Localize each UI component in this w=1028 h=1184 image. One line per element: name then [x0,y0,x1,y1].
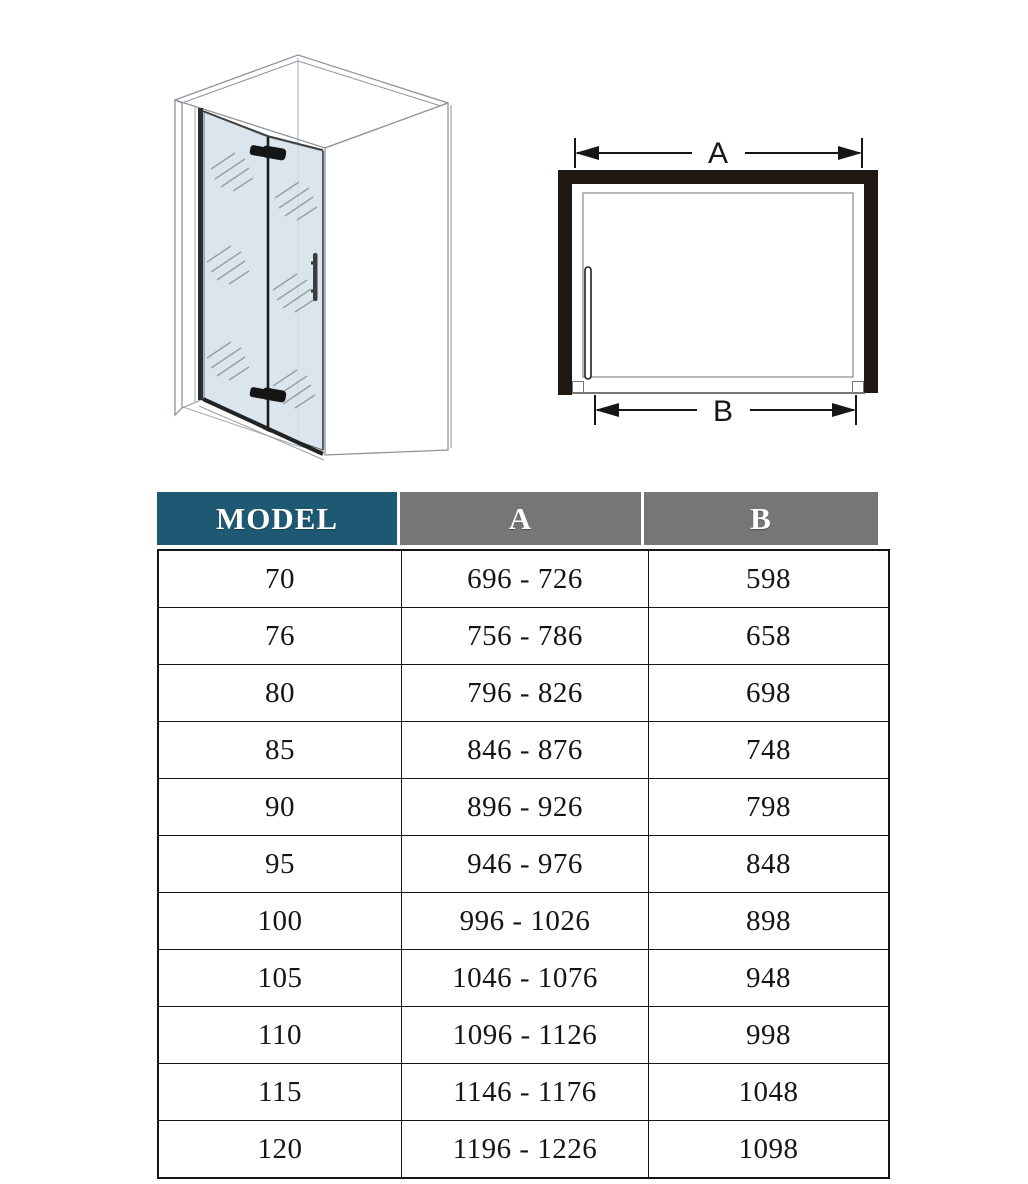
handle-plan-icon [585,267,591,379]
b-cell: 658 [649,608,890,665]
table-row [158,1121,889,1179]
table-row [158,722,889,779]
spec-table-body [158,550,889,1178]
glass-outline [583,193,853,377]
model-cell: 95 [158,836,402,893]
a-cell: 1096 - 1126 [402,1007,649,1064]
a-cell: 896 - 926 [402,779,649,836]
model-cell: 76 [158,608,402,665]
table-row [158,836,889,893]
a-cell: 846 - 876 [402,722,649,779]
shower-3d-diagram [165,50,465,470]
b-cell: 898 [649,893,890,950]
header-a: A [400,492,641,545]
header-model: MODEL [157,492,397,545]
table-row [158,893,889,950]
b-cell: 998 [649,1007,890,1064]
spec-table-header [157,492,878,545]
a-cell: 1196 - 1226 [402,1121,649,1179]
table-row [158,608,889,665]
b-cell: 848 [649,836,890,893]
model-cell: 100 [158,893,402,950]
model-cell: 90 [158,779,402,836]
right-corner-block [853,382,864,393]
a-cell: 696 - 726 [402,550,649,608]
plan-view-diagram [545,125,885,435]
table-row [158,1007,889,1064]
dimension-a-label: A [707,137,729,170]
model-cell: 70 [158,550,402,608]
a-cell: 796 - 826 [402,665,649,722]
model-cell: 110 [158,1007,402,1064]
a-cell: 996 - 1026 [402,893,649,950]
b-cell: 948 [649,950,890,1007]
a-cell: 1046 - 1076 [402,950,649,1007]
a-cell: 1146 - 1176 [402,1064,649,1121]
spec-table-grid [157,549,890,1179]
b-cell: 748 [649,722,890,779]
table-row [158,950,889,1007]
model-cell: 85 [158,722,402,779]
a-cell: 946 - 976 [402,836,649,893]
left-corner-block [573,382,584,393]
table-row [158,550,889,608]
wall-frame [558,170,878,395]
b-cell: 1098 [649,1121,890,1179]
header-b: B [644,492,878,545]
model-cell: 115 [158,1064,402,1121]
table-row [158,665,889,722]
b-cell: 598 [649,550,890,608]
glass-panel-left [204,112,268,431]
b-cell: 698 [649,665,890,722]
model-cell: 80 [158,665,402,722]
b-cell: 798 [649,779,890,836]
dimension-b-label: B [712,395,734,428]
spec-table [157,492,878,1179]
right-wall [325,103,451,455]
model-cell: 120 [158,1121,402,1179]
table-row [158,779,889,836]
a-cell: 756 - 786 [402,608,649,665]
model-cell: 105 [158,950,402,1007]
table-row [158,1064,889,1121]
left-wall [175,100,201,415]
bifold-glass-door [198,108,324,460]
b-cell: 1048 [649,1064,890,1121]
wall-profile [198,108,203,400]
